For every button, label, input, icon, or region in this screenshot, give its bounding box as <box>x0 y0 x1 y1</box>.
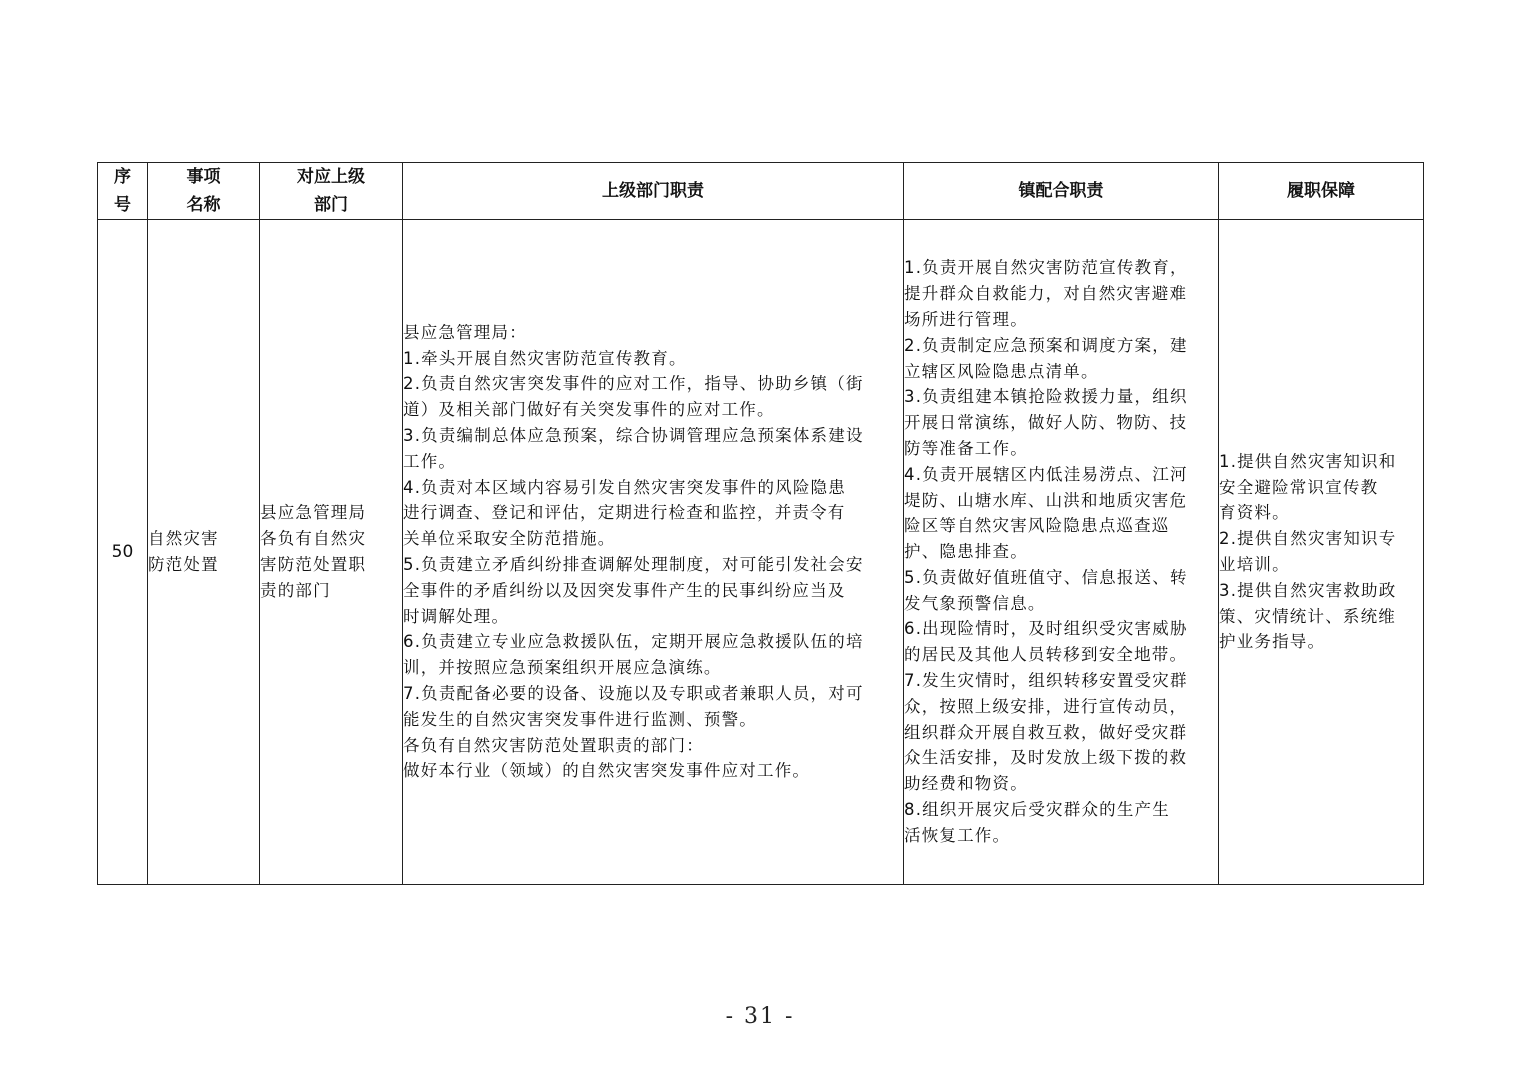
header-item-name-line-2: 名称 <box>186 195 221 215</box>
superior-duty-line: 县应急管理局： <box>403 322 527 342</box>
town-duty-line: 发气象预警信息。 <box>904 593 1046 613</box>
town-duty-line: 护、隐患排查。 <box>904 542 1028 562</box>
town-duty-line: 6.出现险情时，及时组织受灾害威胁 <box>904 619 1188 639</box>
superior-duty-line: 关单位采取安全防范措施。 <box>403 529 616 549</box>
superior-dept-line: 害防范处置职 <box>260 555 367 574</box>
guarantee-line: 1.提供自然灾害知识和 <box>1219 451 1397 471</box>
row-guarantee <box>1219 220 1424 885</box>
header-superior-dept-line-1: 对应上级 <box>297 167 365 187</box>
guarantee-line: 2.提供自然灾害知识专 <box>1219 529 1397 549</box>
duty-table <box>97 162 1424 885</box>
town-duty-line: 2.负责制定应急预案和调度方案，建 <box>904 335 1188 355</box>
guarantee-line: 业培训。 <box>1219 555 1290 574</box>
town-duty-line: 防等准备工作。 <box>904 438 1028 458</box>
town-duty-line: 4.负责开展辖区内低洼易涝点、江河 <box>904 464 1188 484</box>
town-duty-line: 开展日常演练，做好人防、物防、技 <box>904 413 1188 433</box>
town-duty-line: 众，按照上级安排，进行宣传动员， <box>904 696 1188 716</box>
superior-duty-line: 工作。 <box>403 451 457 471</box>
town-duty-line: 险区等自然灾害风险隐患点巡查巡 <box>904 516 1170 536</box>
header-superior-dept <box>260 163 403 220</box>
superior-dept-line: 各负有自然灾 <box>260 529 367 549</box>
header-index <box>98 163 148 220</box>
town-duty-line: 7.发生灾情时，组织转移安置受灾群 <box>904 671 1188 691</box>
header-superior-duty: 上级部门职责 <box>403 163 904 220</box>
superior-duty-line: 各负有自然灾害防范处置职责的部门： <box>403 735 704 755</box>
table-row <box>98 220 1424 885</box>
superior-duty-line: 时调解处理。 <box>403 606 510 626</box>
superior-duty-line: 1.牵头开展自然灾害防范宣传教育。 <box>403 348 687 368</box>
header-row <box>98 163 1424 220</box>
row-superior-duty <box>403 220 904 885</box>
town-duty-line: 堤防、山塘水库、山洪和地质灾害危 <box>904 490 1188 510</box>
town-duty-line: 活恢复工作。 <box>904 825 1011 845</box>
guarantee-line: 育资料。 <box>1219 503 1290 523</box>
guarantee-line: 安全避险常识宣传教 <box>1219 477 1379 497</box>
town-duty-line: 5.负责做好值班值守、信息报送、转 <box>904 567 1188 587</box>
header-index-line-1: 序 <box>114 167 131 187</box>
row-town-duty <box>904 220 1219 885</box>
header-index-line-2: 号 <box>114 195 131 215</box>
superior-duty-line: 4.负责对本区域内容易引发自然灾害突发事件的风险隐患 <box>403 477 846 497</box>
header-item-name-line-1: 事项 <box>186 167 221 187</box>
superior-duty-line: 全事件的矛盾纠纷以及因突发事件产生的民事纠纷应当及 <box>403 580 846 600</box>
item-name-line: 自然灾害 <box>148 529 219 549</box>
item-name-line: 防范处置 <box>148 555 219 574</box>
header-superior-dept-line-2: 部门 <box>314 195 348 215</box>
superior-duty-line: 能发生的自然灾害突发事件进行监测、预警。 <box>403 709 757 729</box>
header-item-name <box>148 163 260 220</box>
town-duty-line: 提升群众自救能力，对自然灾害避难 <box>904 284 1188 304</box>
superior-dept-line: 县应急管理局 <box>260 503 367 523</box>
header-guarantee: 履职保障 <box>1219 163 1424 220</box>
header-town-duty: 镇配合职责 <box>904 163 1219 220</box>
town-duty-line: 立辖区风险隐患点清单。 <box>904 361 1099 381</box>
superior-duty-line: 2.负责自然灾害突发事件的应对工作，指导、协助乡镇（街 <box>403 374 864 394</box>
row-item-name <box>148 220 260 885</box>
superior-duty-line: 6.负责建立专业应急救援队伍，定期开展应急救援队伍的培 <box>403 632 864 652</box>
superior-duty-line: 道）及相关部门做好有关突发事件的应对工作。 <box>403 400 775 420</box>
superior-duty-line: 进行调查、登记和评估，定期进行检查和监控，并责令有 <box>403 503 846 523</box>
guarantee-line: 3.提供自然灾害救助政 <box>1219 580 1397 600</box>
superior-dept-line: 责的部门 <box>260 580 331 600</box>
superior-duty-line: 5.负责建立矛盾纠纷排查调解处理制度，对可能引发社会安 <box>403 555 864 574</box>
guarantee-line: 护业务指导。 <box>1219 632 1326 652</box>
superior-duty-line: 做好本行业（领域）的自然灾害突发事件应对工作。 <box>403 761 811 781</box>
town-duty-line: 助经费和物资。 <box>904 774 1028 794</box>
town-duty-line: 1.负责开展自然灾害防范宣传教育， <box>904 258 1188 278</box>
town-duty-line: 众生活安排，及时发放上级下拨的救 <box>904 748 1188 768</box>
town-duty-line: 8.组织开展灾后受灾群众的生产生 <box>904 800 1170 820</box>
superior-duty-line: 3.负责编制总体应急预案，综合协调管理应急预案体系建设 <box>403 426 864 446</box>
town-duty-line: 的居民及其他人员转移到安全地带。 <box>904 645 1188 665</box>
guarantee-line: 策、灾情统计、系统维 <box>1219 606 1396 626</box>
town-duty-line: 场所进行管理。 <box>904 309 1028 329</box>
town-duty-line: 组织群众开展自救互救，做好受灾群 <box>904 722 1188 742</box>
row-index: 50 <box>98 220 148 885</box>
page-number: - 31 - <box>725 1004 795 1029</box>
town-duty-line: 3.负责组建本镇抢险救援力量，组织 <box>904 387 1188 407</box>
superior-duty-line: 训，并按照应急预案组织开展应急演练。 <box>403 658 722 678</box>
row-superior-dept <box>260 220 403 885</box>
superior-duty-line: 7.负责配备必要的设备、设施以及专职或者兼职人员，对可 <box>403 683 864 703</box>
